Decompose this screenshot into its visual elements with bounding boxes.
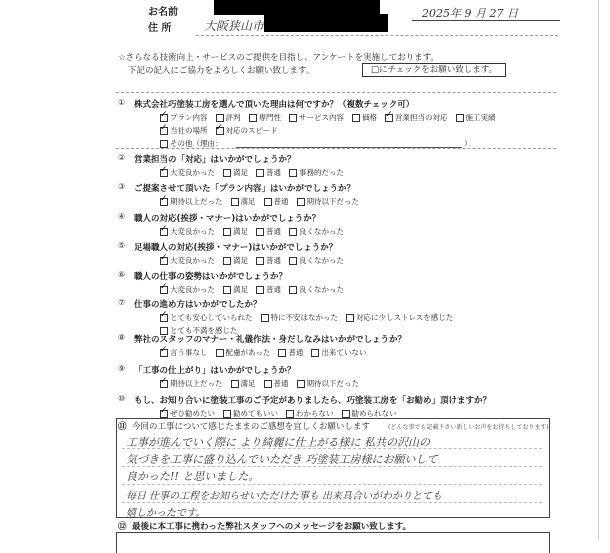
question-number: ⑧	[118, 333, 126, 342]
section-divider	[116, 92, 556, 93]
answer-option[interactable]	[289, 167, 344, 178]
question-number: ⑨	[118, 364, 126, 373]
checkbox[interactable]	[297, 198, 305, 206]
checked-checkbox[interactable]	[160, 286, 168, 294]
answer-option[interactable]	[160, 255, 215, 266]
checkbox[interactable]	[249, 114, 257, 122]
option-label: 勧められない	[351, 409, 397, 418]
option-label: 期待以下だった	[306, 379, 359, 388]
option-label: 満足	[240, 197, 256, 206]
answer-option[interactable]	[160, 226, 215, 237]
page-edge	[598, 0, 599, 540]
option-label: わからない	[296, 409, 334, 418]
option-label: 普通	[273, 379, 289, 388]
checkbox[interactable]	[231, 380, 239, 388]
question-text: 職人の仕事の姿勢はいかがでしょうか？	[134, 272, 288, 282]
question-text: 営業担当の「対応」はいかがでしょうか？	[134, 155, 296, 165]
option-label: その他（理由：	[170, 139, 223, 148]
answer-option[interactable]	[223, 226, 248, 237]
check-note-box: □にチェックをお願い致します。	[362, 63, 506, 77]
q12-box	[116, 532, 550, 553]
option-label: サービス内容	[299, 113, 344, 122]
option-label: 良くなかった	[299, 227, 344, 236]
checkbox[interactable]	[261, 314, 269, 322]
checkbox[interactable]	[289, 114, 297, 122]
answer-option[interactable]	[289, 255, 344, 266]
question-number: ⑩	[118, 394, 126, 403]
option-row	[160, 347, 366, 358]
checkbox[interactable]	[264, 380, 272, 388]
answer-option[interactable]	[289, 112, 344, 123]
option-label: 普通	[266, 256, 281, 265]
checked-checkbox[interactable]	[160, 257, 168, 265]
answer-option[interactable]	[249, 112, 282, 123]
q11-note: (どんな事でも記載下さい新しいお声をお待ちしております)	[388, 424, 549, 431]
option-label: 施工実績	[465, 113, 496, 122]
checkbox[interactable]	[160, 140, 168, 148]
answer-option[interactable]	[278, 347, 303, 358]
checkbox[interactable]	[256, 228, 264, 236]
q12-question: 最後に本工事に携わった弊社スタッフへのメッセージをお願い致します。	[132, 522, 412, 532]
checkbox[interactable]	[346, 314, 354, 322]
option-label: 満足	[233, 256, 248, 265]
checkbox[interactable]	[297, 380, 305, 388]
checkbox[interactable]	[342, 410, 350, 418]
checkbox[interactable]	[223, 286, 231, 294]
checkbox[interactable]	[216, 114, 224, 122]
checkbox[interactable]	[223, 228, 231, 236]
answer-line	[122, 484, 542, 485]
checked-checkbox[interactable]	[160, 314, 168, 322]
option-row	[160, 196, 359, 207]
option-label: 普通	[266, 285, 281, 294]
question-text: 職人の対応(挨拶・マナー)はいかがでしょうか？	[134, 214, 321, 224]
answer-option[interactable]	[216, 112, 241, 123]
question-text: ご提案させて頂いた「プラン内容」はいかがでしょうか？	[134, 184, 356, 194]
option-row	[160, 312, 453, 323]
checked-checkbox[interactable]	[160, 114, 168, 122]
checkbox[interactable]	[289, 286, 297, 294]
option-label: 勧めてもいい	[233, 409, 278, 418]
option-label: とても安心していられた	[170, 313, 253, 322]
answer-option[interactable]	[160, 284, 215, 295]
intro-line2: 下記の記入にご協力をよろしくお願い致します。	[128, 66, 315, 76]
option-row	[160, 167, 344, 178]
question-text: 仕事の進め方はいかがでしたか？	[134, 300, 262, 310]
option-label: 期待以上だった	[170, 197, 223, 206]
option-label: とても不満を感じた	[170, 326, 238, 335]
q11-number: ⑪	[118, 422, 127, 432]
answer-option[interactable]	[289, 226, 344, 237]
option-label: 良くなかった	[299, 256, 344, 265]
checkbox[interactable]	[289, 257, 297, 265]
option-label: 満足	[240, 379, 256, 388]
checkbox[interactable]	[311, 349, 319, 357]
answer-option[interactable]	[256, 255, 281, 266]
question-number: ④	[118, 212, 126, 221]
answer-option[interactable]	[160, 378, 223, 389]
option-label: 事務的だった	[299, 168, 344, 177]
answer-option[interactable]	[311, 347, 366, 358]
answer-option[interactable]	[160, 312, 253, 323]
question-number: ③	[118, 182, 126, 191]
option-row	[160, 125, 278, 136]
option-label: 普通	[266, 227, 281, 236]
answer-option[interactable]	[160, 347, 208, 358]
address-value: 大阪狭山市	[204, 19, 265, 33]
option-label: 大変良かった	[170, 285, 215, 294]
option-label: 期待以下だった	[306, 197, 359, 206]
option-label: 満足	[233, 227, 248, 236]
checkbox[interactable]	[264, 198, 272, 206]
date-value: 2025年 9 月 27 日	[422, 7, 518, 20]
address-label: 住 所	[148, 23, 172, 34]
answer-option[interactable]	[256, 284, 281, 295]
option-label: 価格	[362, 113, 377, 122]
answer-option[interactable]	[264, 378, 289, 389]
checked-checkbox[interactable]	[160, 349, 168, 357]
answer-option[interactable]	[160, 196, 223, 207]
checkbox[interactable]	[286, 410, 294, 418]
q11-question: 今回の工事について感じたままのご感想を宜しくお願いします	[132, 422, 370, 432]
answer-option[interactable]	[216, 347, 271, 358]
answer-option[interactable]	[297, 196, 360, 207]
answer-option[interactable]	[261, 312, 339, 323]
option-label: 対応のスピード	[225, 126, 278, 135]
question-number: ⑥	[118, 270, 126, 279]
answer-option[interactable]	[385, 112, 448, 123]
option-label: ぜひ勧めたい	[170, 409, 215, 418]
answer-option[interactable]	[160, 125, 208, 136]
q11-answer-line5: 嬉しかったです。	[126, 508, 206, 519]
checkbox[interactable]	[231, 198, 239, 206]
checkbox[interactable]	[289, 169, 297, 177]
answer-option[interactable]	[256, 226, 281, 237]
option-label: 満足	[233, 168, 248, 177]
answer-option[interactable]	[231, 196, 256, 207]
option-label: 大変良かった	[170, 227, 215, 236]
option-label: 専門性	[258, 113, 281, 122]
option-label: 特に不安はなかった	[270, 313, 338, 322]
answer-option[interactable]	[216, 125, 278, 136]
date-underline	[412, 20, 560, 21]
option-label: 言う事なし	[170, 348, 208, 357]
checkbox[interactable]	[256, 257, 264, 265]
checked-checkbox[interactable]	[385, 114, 393, 122]
option-label: プラン内容	[170, 113, 208, 122]
option-label: 対応に少しストレスを感じた	[356, 313, 454, 322]
redacted-name	[214, 0, 380, 15]
option-row	[160, 284, 344, 295]
question-text: 足場職人の対応(挨拶・マナー)はいかがでしょうか？	[134, 243, 338, 253]
q11-answer-line2: 気づきを工事に盛り込んでいただき 巧塗装工房様にお願いして	[126, 453, 438, 466]
address-underline	[196, 35, 558, 36]
answer-option[interactable]	[289, 284, 344, 295]
answer-option[interactable]	[223, 284, 248, 295]
checkbox[interactable]	[223, 257, 231, 265]
question-number: ①	[118, 98, 126, 107]
question-number: ⑤	[118, 241, 126, 250]
option-label: 出来ていない	[321, 348, 367, 357]
section-divider	[116, 148, 556, 149]
answer-option[interactable]	[160, 167, 215, 178]
checked-checkbox[interactable]	[216, 127, 224, 135]
checkbox[interactable]	[289, 228, 297, 236]
other-close-paren: ）	[464, 139, 472, 148]
option-row	[160, 378, 359, 389]
option-label: 大変良かった	[170, 168, 215, 177]
question-text: 「工事の仕上がり」はいかがでしょうか？	[134, 366, 296, 376]
checked-checkbox[interactable]	[160, 198, 168, 206]
answer-option[interactable]	[346, 312, 453, 323]
question-text: 弊社のスタッフのマナー・礼儀作法・身だしなみはいかがでしょうか？	[134, 335, 407, 345]
option-row	[160, 226, 344, 237]
answer-option[interactable]	[256, 167, 281, 178]
q11-answer-line1: 工事が進んでいく際に より綺麗に仕上がる様に 私共の沢山の	[126, 436, 430, 449]
checkbox[interactable]	[256, 286, 264, 294]
option-label: 配慮があった	[225, 348, 271, 357]
question-text: 株式会社巧塗装工房を選んで頂いた理由は何ですか？（複数チェック可）	[134, 100, 415, 110]
answer-option[interactable]	[352, 112, 377, 123]
checkbox[interactable]	[216, 349, 224, 357]
checkbox[interactable]	[223, 410, 231, 418]
question-text: もし、お知り合いに塗装工事のご予定がありましたら、巧塗装工房を「お勧め」頂けますか？	[134, 396, 492, 406]
answer-line	[122, 502, 542, 503]
option-label: 普通	[288, 348, 304, 357]
option-label: 良くなかった	[299, 285, 344, 294]
checkbox[interactable]	[352, 114, 360, 122]
checked-checkbox[interactable]	[160, 228, 168, 236]
option-row	[160, 255, 344, 266]
option-label: 普通	[273, 197, 289, 206]
checked-checkbox[interactable]	[160, 169, 168, 177]
answer-option[interactable]	[223, 167, 248, 178]
option-label: 当社の場所	[170, 126, 208, 135]
option-label: 満足	[233, 285, 248, 294]
q11-answer-line3: 良かった!! と思いました。	[126, 470, 260, 483]
q12-number: ⑫	[118, 522, 127, 532]
answer-option[interactable]	[264, 196, 289, 207]
intro-line1: ☆さらなる技術向上・サービスのご提供を目指し、アンケートを実施しております。	[118, 53, 439, 63]
q11-answer-line4: 毎日 仕事の工程をお知らせいただけた事も 出来具合いがわかりとても	[126, 491, 443, 502]
question-number: ⑦	[118, 298, 126, 307]
option-row	[160, 112, 496, 123]
option-label: 評判	[225, 113, 241, 122]
checkbox[interactable]	[256, 169, 264, 177]
answer-option[interactable]	[456, 112, 496, 123]
question-number: ②	[118, 153, 126, 162]
checked-checkbox[interactable]	[160, 410, 168, 418]
name-label: お名前	[148, 7, 178, 18]
checkbox[interactable]	[456, 114, 464, 122]
checked-checkbox[interactable]	[160, 380, 168, 388]
option-label: 期待以上だった	[170, 379, 223, 388]
answer-option[interactable]	[160, 112, 208, 123]
checked-checkbox[interactable]	[160, 127, 168, 135]
answer-option[interactable]	[297, 378, 360, 389]
answer-option[interactable]	[223, 255, 248, 266]
answer-option[interactable]	[231, 378, 256, 389]
option-label: 大変良かった	[170, 256, 215, 265]
option-label: 普通	[266, 168, 281, 177]
redacted-address	[264, 14, 388, 32]
checkbox[interactable]	[278, 349, 286, 357]
option-label: 営業担当の対応	[395, 113, 448, 122]
checkbox[interactable]	[223, 169, 231, 177]
